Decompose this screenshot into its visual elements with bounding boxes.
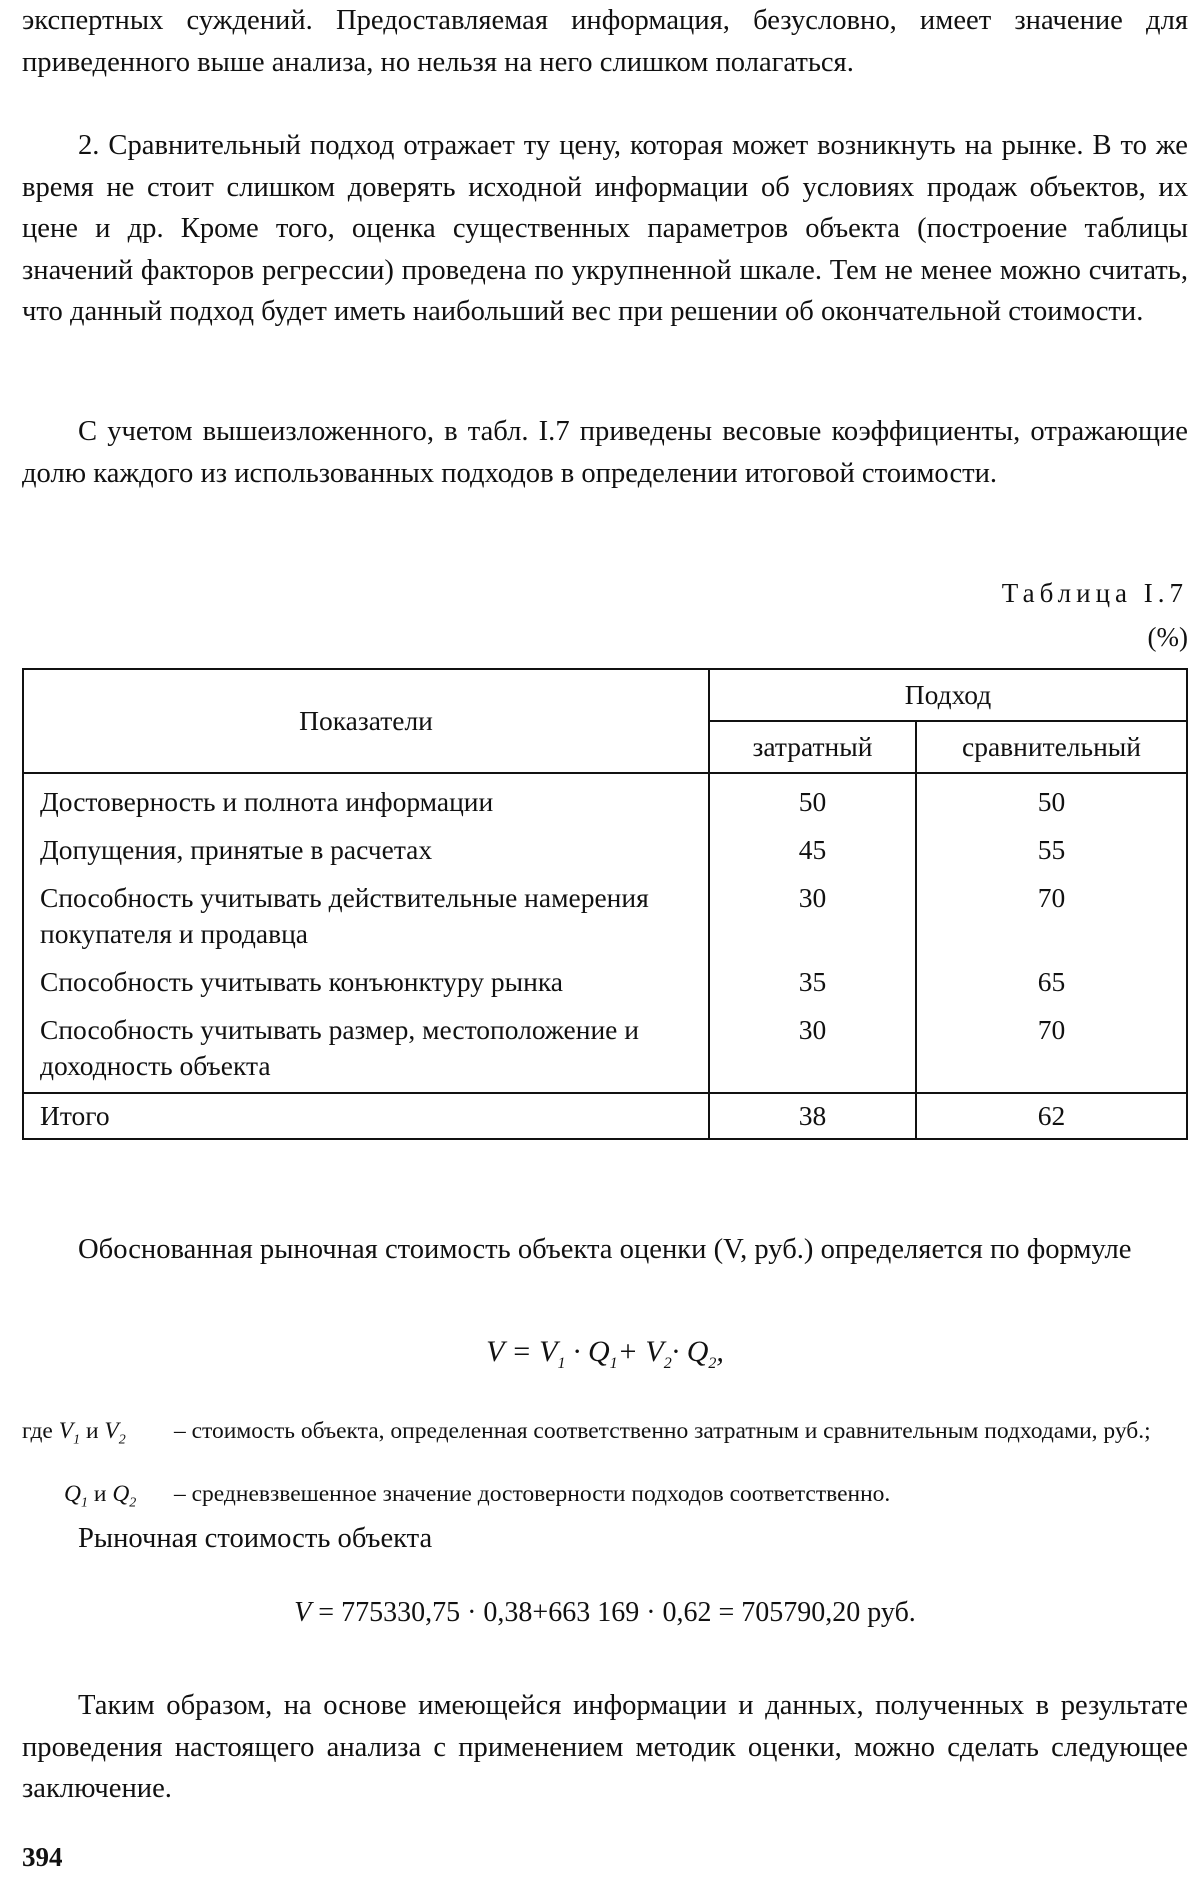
- table-row: [23, 874, 1187, 958]
- paragraph-5: Рыночная стоимость объекта: [78, 1523, 433, 1554]
- row-name: Способность учитывать конъюнктуру рынка: [23, 958, 709, 1006]
- table-unit: (%): [1147, 622, 1188, 652]
- calculation-formula: V = 775330,75 · 0,38+663 169 · 0,62 = 705790,20 руб.: [294, 1597, 916, 1628]
- header-approach: Подход: [709, 669, 1187, 721]
- table-row: [23, 826, 1187, 874]
- legend-definition: – средневзвешенное значение достоверности подходов соответственно.: [174, 1481, 891, 1507]
- table-caption: Таблица I.7: [1001, 578, 1188, 608]
- legend-definition: – стоимость объекта, определенная соответственно затратным и сравнительным подходами, руб.;: [174, 1418, 1151, 1444]
- row-name: Достоверность и полнота информации: [23, 773, 709, 826]
- row-cost: 45: [709, 826, 916, 874]
- row-name: Способность учитывать размер, местоположение и доходность объекта: [23, 1006, 709, 1093]
- row-comparative: 50: [916, 773, 1187, 826]
- table-header-row: [23, 669, 1187, 721]
- legend-term: $Q_1$ и $Q_2$: [64, 1481, 137, 1511]
- row-name: Допущения, принятые в расчетах: [23, 826, 709, 874]
- value-formula: $V = V_1 \cdot Q_1+ V_2\cdot Q_2$,: [486, 1335, 724, 1372]
- header-comparative: сравнительный: [916, 721, 1187, 773]
- paragraph-4: Обоснованная рыночная стоимость объекта оценки (V, руб.) определяется по формуле: [78, 1234, 1132, 1265]
- row-name: Способность учитывать действительные намерения покупателя и продавца: [23, 874, 709, 958]
- row-comparative: 70: [916, 874, 1187, 958]
- row-cost: 35: [709, 958, 916, 1006]
- weights-table: [22, 668, 1188, 1140]
- header-indicators: Показатели: [23, 669, 709, 773]
- total-name: Итого: [23, 1093, 709, 1139]
- header-cost: затратный: [709, 721, 916, 773]
- table-row: [23, 773, 1187, 826]
- total-cost: 38: [709, 1093, 916, 1139]
- legend-term: где $V_1$ и $V_2$: [22, 1418, 126, 1448]
- paragraph-2: 2. Сравнительный подход отражает ту цену, которая может возникнуть на рынке. В то же время не стоит слишком доверять исходной информации об условиях продаж объектов, их цене и др. Кроме того, оценка существенных параметров объекта (построение таблицы значений факторов регрессии) проведена по укрупненной шкале. Тем не менее можно считать, что данный подход будет иметь наибольший вес при решении об окончательной стоимости.: [22, 130, 1188, 327]
- row-cost: 30: [709, 874, 916, 958]
- table-row: [23, 958, 1187, 1006]
- page-number: 394: [22, 1842, 63, 1872]
- row-comparative: 55: [916, 826, 1187, 874]
- row-cost: 50: [709, 773, 916, 826]
- paragraph-1: экспертных суждений. Предоставляемая информация, безусловно, имеет значение для приведенного выше анализа, но нельзя на него слишком полагаться.: [22, 5, 1188, 78]
- row-cost: 30: [709, 1006, 916, 1093]
- paragraph-3: С учетом вышеизложенного, в табл. I.7 приведены весовые коэффициенты, отражающие долю каждого из использованных подходов в определении итоговой стоимости.: [22, 416, 1188, 489]
- total-comparative: 62: [916, 1093, 1187, 1139]
- table-row: [23, 1006, 1187, 1093]
- table-total-row: [23, 1093, 1187, 1139]
- row-comparative: 70: [916, 1006, 1187, 1093]
- paragraph-6: Таким образом, на основе имеющейся информации и данных, полученных в результате проведения настоящего анализа с применением методик оценки, можно сделать следующее заключение.: [22, 1690, 1188, 1804]
- row-comparative: 65: [916, 958, 1187, 1006]
